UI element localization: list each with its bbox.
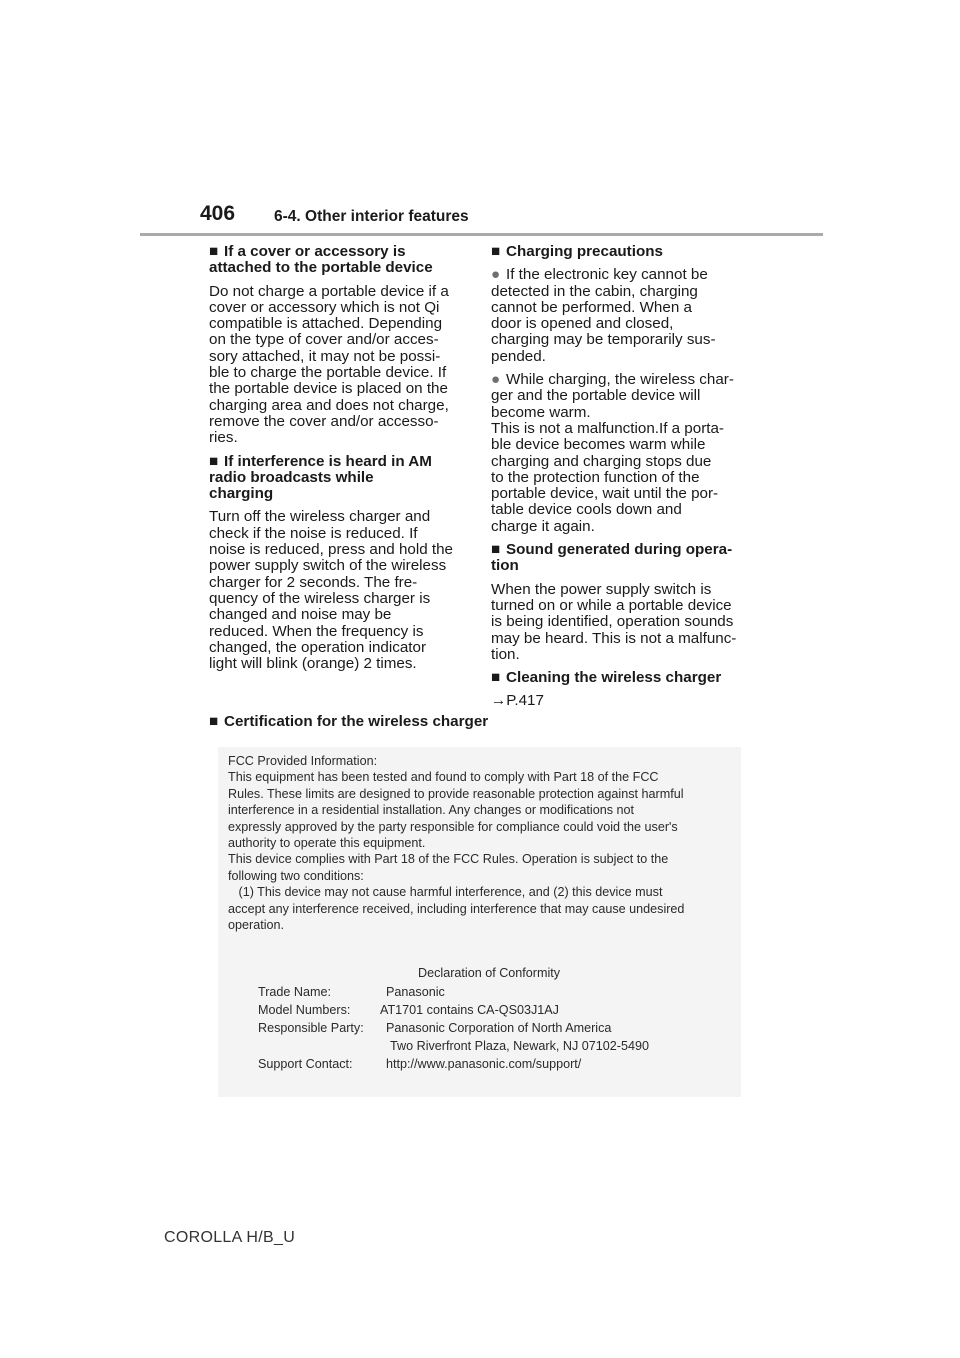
certification-heading: ■ Certification for the wireless charger [209, 713, 489, 730]
interference-heading: ■ If interference is heard in AM radio broadcasts while charging [209, 452, 432, 503]
cleaning-heading: ■ Cleaning the wireless charger [491, 669, 722, 687]
sound-body: When the power supply switch is turned on or while a portable device is being identified, operation sounds may be heard. This is not a malfunc- tion. [491, 580, 737, 663]
cover-heading: ■ If a cover or accessory is attached to the portable device [209, 243, 433, 277]
heading-square-icon: ■ [491, 243, 501, 260]
heading-square-icon: ■ [209, 243, 219, 260]
fcc-information-image: FCC Provided Information: This equipment has been tested and found to comply with Part 18 of the FCC Rules. These limits are designed to provide reasonable protection against harmful interference in a residential installation. Any changes or modifications not expressly approved by the party responsible for compliance could void the user's authority to operate this equipment. This device complies with Part 18 of the FCC Rules. Operation is subject to the following two conditions: (1) This device may not cause harmful interference, and (2) this device must accept any interference received, including interference that may cause undesired operation. Declaration of Conformity Trade Name: Panasonic Model Numbers: AT1701 contains CA-QS03J1AJ Responsible Party: Panasonic Corporation of North America Two Riverfront Plaza, Newark, NJ 07102-5490 Support Contact: http://www.panasonic.com/support/ [218, 747, 741, 1097]
heading-square-icon: ■ [491, 541, 501, 559]
precaution-bullet-2: ● While charging, the wireless char- ger and the portable device will become warm. This is not a malfunction.If a porta- ble device becomes warm while charging and charging stops due to the protection function of the portable device, wait until the por- table device cools down and charge it again. [491, 371, 734, 535]
declaration-title: Declaration of Conformity [418, 966, 561, 980]
interference-body: Turn off the wireless charger and check if the noise is reduced. If noise is reduced, press and hold the power supply switch of the wireless charger for 2 seconds. The fre- quency of the wireless charger is changed and noise may be reduced. When the frequency is changed, the operation indicator light will blink (orange) 2 times. [209, 508, 454, 673]
cleaning-page-reference[interactable]: →P.417 [491, 692, 544, 710]
precautions-heading: ■ Charging precautions [491, 243, 663, 260]
left-column [209, 244, 471, 679]
model-footer: COROLLA H/B_U [164, 1229, 296, 1246]
cover-body: Do not charge a portable device if a cover or accessory which is not Qi compatible is attached. Depending on the type of cover and/or acces- sory attached, it may not be possi- ble to charge the portable device. If the portable device is placed on the charging area and does not charge, remove the cover and/or accesso- ries. [209, 282, 449, 447]
page-number: 406 [200, 202, 236, 225]
fcc-statement: FCC Provided Information: This equipment has been tested and found to comply with Part 18 of the FCC Rules. These limits are designed to provide reasonable protection against harmful interference in a residential installation. Any changes or modifications not expressly approved by the party responsible for compliance could void the user's authority to operate this equipment. This device complies with Part 18 of the FCC Rules. Operation is subject to the following two conditions: (1) This device may not cause harmful interference, and (2) this device must accept any interference received, including interference that may cause undesired operation. [228, 754, 685, 933]
heading-square-icon: ■ [209, 452, 219, 470]
precaution-bullet-1: ● If the electronic key cannot be detected in the cabin, charging cannot be performed. When a door is opened and closed, charging may be temporarily sus- pended. [491, 266, 716, 365]
sound-heading: ■ Sound generated during opera- tion [491, 541, 733, 575]
heading-square-icon: ■ [209, 713, 219, 730]
header-rule [140, 233, 823, 236]
heading-square-icon: ■ [491, 669, 501, 687]
bullet-dot-icon: ● [491, 266, 501, 284]
section-title: 6-4. Other interior features [274, 208, 469, 225]
bullet-dot-icon: ● [491, 371, 501, 389]
right-column [491, 244, 753, 717]
